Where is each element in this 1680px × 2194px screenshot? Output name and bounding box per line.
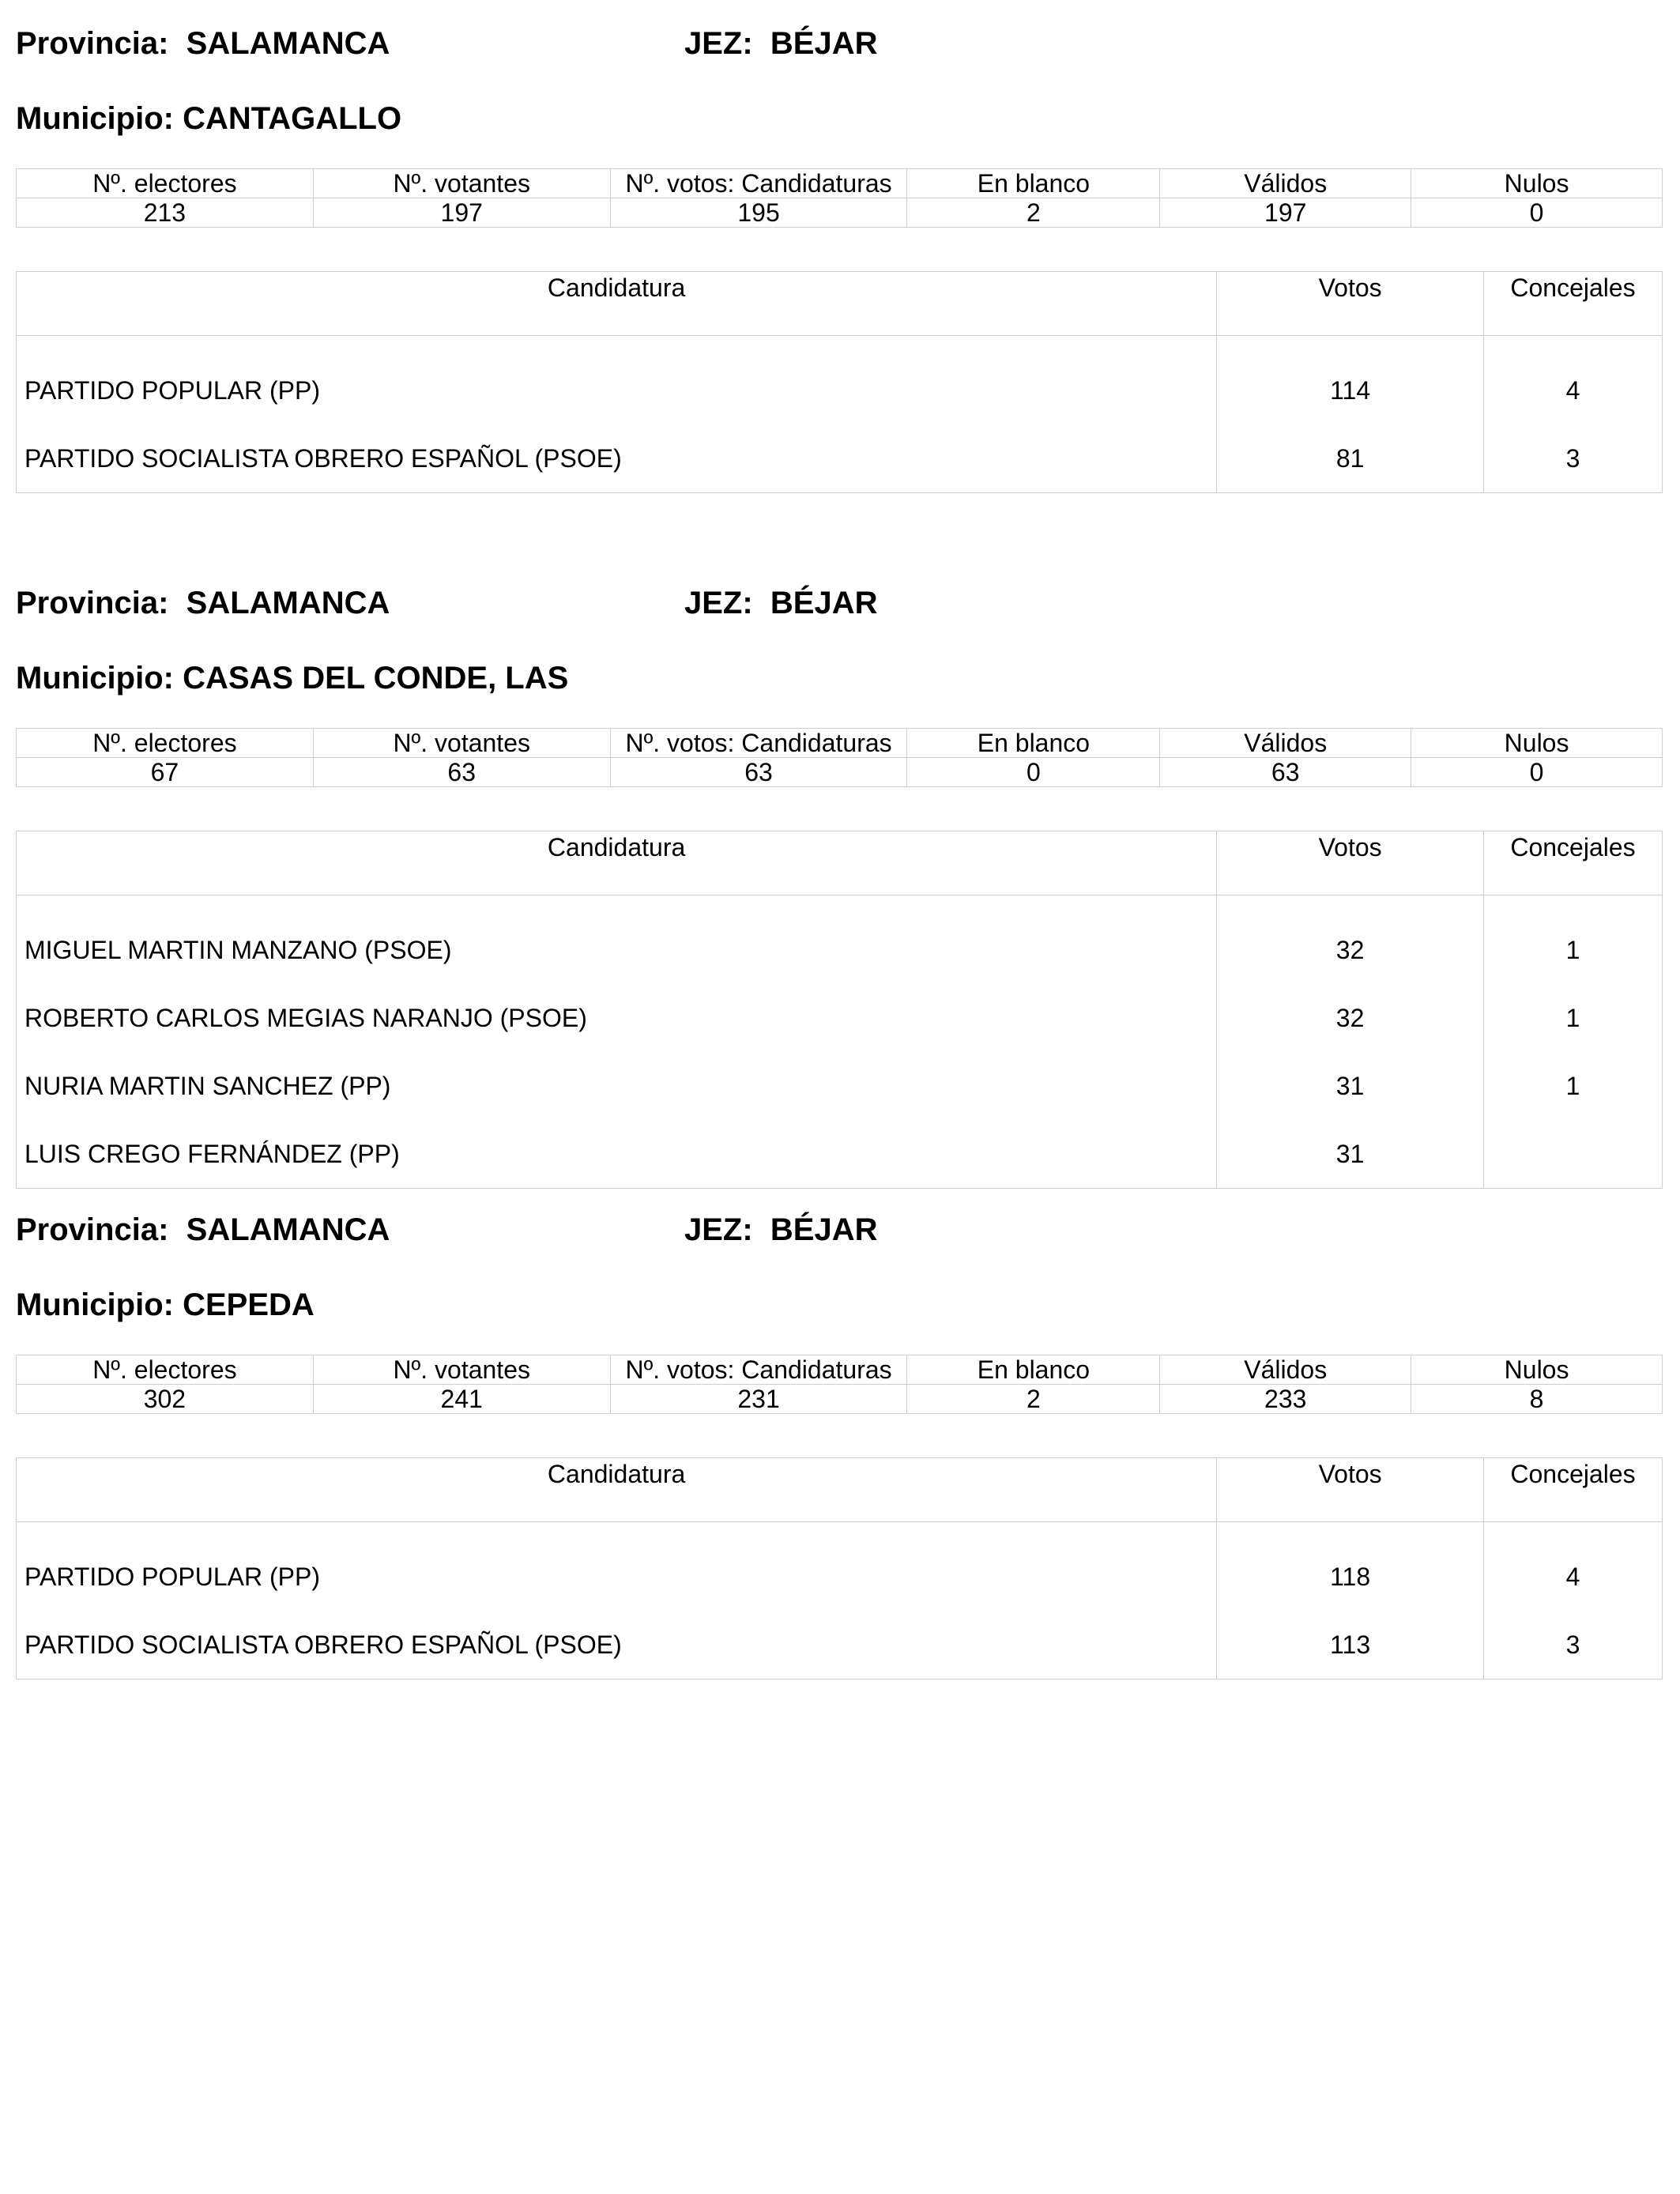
concejales-header: Concejales [1484,1458,1663,1522]
stats-header-row [17,729,1663,758]
stats-header: Nº. votantes [313,1355,610,1385]
candidate-concejales: 3 [1565,1630,1580,1659]
table-row [17,1052,1663,1120]
municipio-label: Municipio: [16,1287,174,1322]
stats-header: En blanco [907,1355,1160,1385]
candidate-votes: 31 [1217,1120,1484,1189]
candidate-name: LUIS CREGO FERNÁNDEZ (PP) [17,1120,1217,1189]
stats-value: 197 [313,198,610,228]
votos-header: Votos [1217,1458,1484,1522]
stats-value: 2 [907,1385,1160,1414]
municipality-section [16,1210,1663,1659]
table-row [17,1522,1663,1612]
jez-label: JEZ: [684,586,753,620]
municipality-section [16,583,1663,1168]
stats-value: 0 [1411,198,1663,228]
candidate-concejales: 1 [1565,1072,1580,1100]
stats-value-row [17,758,1663,787]
stats-value: 2 [907,198,1160,228]
concejales-header: Concejales [1484,272,1663,336]
candidatura-header: Candidatura [17,831,1217,895]
section-header [16,24,1663,63]
stats-header: Nº. votantes [313,729,610,758]
provincia-value: SALAMANCA [186,1212,390,1247]
candidates-table [16,831,1663,1189]
municipio-line [16,658,568,698]
municipio-line [16,99,401,138]
candidates-table [16,271,1663,493]
stats-value: 63 [610,758,907,787]
stats-value: 213 [17,198,314,228]
stats-header: Nº. electores [17,1355,314,1385]
stats-value-row [17,198,1663,228]
stats-header: Nulos [1411,729,1663,758]
jez-value: BÉJAR [770,1212,878,1247]
stats-header: Nº. votos: Candidaturas [610,1355,907,1385]
stats-value: 63 [313,758,610,787]
stats-table [16,168,1663,228]
candidate-concejales: 4 [1565,376,1580,405]
jez-line [684,24,878,63]
table-row [17,1611,1663,1679]
section-header [16,1210,1663,1250]
municipality-section [16,24,1663,473]
candidate-name: PARTIDO POPULAR (PP) [17,1522,1217,1612]
stats-header: Nº. electores [17,729,314,758]
candidate-concejales: 3 [1565,444,1580,473]
stats-value: 0 [1411,758,1663,787]
candidates-header-row [17,1458,1663,1522]
concejales-header: Concejales [1484,831,1663,895]
candidate-votes: 81 [1217,424,1484,493]
jez-label: JEZ: [684,26,753,61]
table-row [17,895,1663,985]
stats-header: Nulos [1411,1355,1663,1385]
candidate-votes: 114 [1217,336,1484,425]
municipio-value: CEPEDA [183,1287,315,1322]
provincia-label: Provincia: [16,26,169,61]
provincia-line [16,583,390,623]
candidate-votes: 32 [1217,984,1484,1052]
stats-value: 302 [17,1385,314,1414]
candidate-name: PARTIDO SOCIALISTA OBRERO ESPAÑOL (PSOE) [17,424,1217,493]
stats-header-row [17,169,1663,198]
stats-value: 231 [610,1385,907,1414]
stats-table [16,728,1663,787]
provincia-label: Provincia: [16,1212,169,1247]
candidate-name: PARTIDO POPULAR (PP) [17,336,1217,425]
table-row [17,424,1663,493]
jez-value: BÉJAR [770,26,878,61]
candidate-concejales: 4 [1565,1563,1580,1591]
stats-header: Nº. electores [17,169,314,198]
provincia-value: SALAMANCA [186,26,390,61]
candidate-votes: 31 [1217,1052,1484,1120]
votos-header: Votos [1217,831,1484,895]
candidate-name: PARTIDO SOCIALISTA OBRERO ESPAÑOL (PSOE) [17,1611,1217,1679]
candidate-concejales: 1 [1565,1004,1580,1032]
stats-header: Nº. votantes [313,169,610,198]
stats-value: 67 [17,758,314,787]
stats-value: 63 [1160,758,1411,787]
candidate-votes: 113 [1217,1611,1484,1679]
municipio-line [16,1285,315,1325]
candidatura-header: Candidatura [17,1458,1217,1522]
stats-value: 0 [907,758,1160,787]
stats-header: En blanco [907,729,1160,758]
votos-header: Votos [1217,272,1484,336]
stats-header-row [17,1355,1663,1385]
stats-value: 197 [1160,198,1411,228]
stats-table [16,1355,1663,1414]
candidate-name: NURIA MARTIN SANCHEZ (PP) [17,1052,1217,1120]
stats-header: Válidos [1160,1355,1411,1385]
stats-value: 241 [313,1385,610,1414]
stats-header: Nº. votos: Candidaturas [610,169,907,198]
municipio-value: CASAS DEL CONDE, LAS [183,661,569,696]
candidates-header-row [17,831,1663,895]
municipio-label: Municipio: [16,101,174,136]
jez-value: BÉJAR [770,586,878,620]
candidates-header-row [17,272,1663,336]
candidate-name: ROBERTO CARLOS MEGIAS NARANJO (PSOE) [17,984,1217,1052]
stats-value: 195 [610,198,907,228]
municipio-value: CANTAGALLO [183,101,402,136]
candidate-concejales: 1 [1565,936,1580,964]
provincia-line [16,1210,390,1250]
table-row [17,984,1663,1052]
jez-line [684,1210,878,1250]
candidatura-header: Candidatura [17,272,1217,336]
candidate-concejales [1484,1120,1663,1189]
stats-header: Nº. votos: Candidaturas [610,729,907,758]
stats-value-row [17,1385,1663,1414]
section-header [16,583,1663,623]
candidate-name: MIGUEL MARTIN MANZANO (PSOE) [17,895,1217,985]
candidates-table [16,1457,1663,1679]
candidate-votes: 32 [1217,895,1484,985]
stats-value: 233 [1160,1385,1411,1414]
stats-header: En blanco [907,169,1160,198]
provincia-label: Provincia: [16,586,169,620]
stats-value: 8 [1411,1385,1663,1414]
jez-label: JEZ: [684,1212,753,1247]
table-row [17,336,1663,425]
stats-header: Válidos [1160,729,1411,758]
provincia-line [16,24,390,63]
stats-header: Válidos [1160,169,1411,198]
stats-header: Nulos [1411,169,1663,198]
municipio-label: Municipio: [16,661,174,696]
table-row [17,1120,1663,1189]
candidate-votes: 118 [1217,1522,1484,1612]
jez-line [684,583,878,623]
provincia-value: SALAMANCA [186,586,390,620]
